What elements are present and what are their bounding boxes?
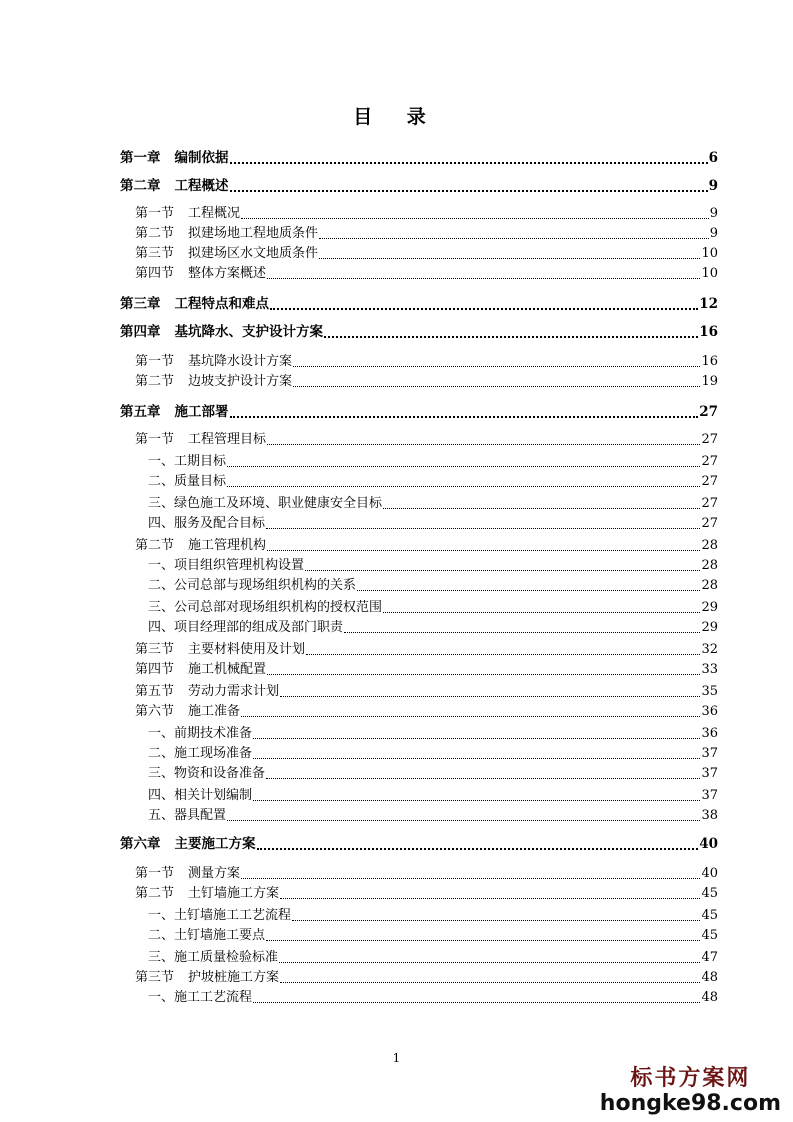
- toc-entry-text: 整体方案概述: [188, 266, 267, 281]
- toc-entry-item[interactable]: [148, 472, 718, 492]
- dot-leader: [241, 864, 700, 879]
- toc-entry-item[interactable]: [148, 576, 718, 596]
- dot-leader: [305, 556, 700, 571]
- toc-entry-page: 45: [701, 886, 718, 901]
- toc-entry-page: 29: [701, 620, 718, 635]
- toc-entry-page: 29: [701, 600, 718, 615]
- watermark-url: hongke98.com: [599, 1091, 781, 1116]
- toc-entry-number: 第五节: [135, 684, 175, 699]
- toc-entry-label: [135, 430, 266, 450]
- toc-entry-label: [120, 834, 256, 854]
- toc-entry-label: [135, 702, 240, 722]
- dot-leader: [227, 472, 700, 487]
- toc-entry-item[interactable]: [148, 452, 718, 472]
- dot-leader: [383, 598, 700, 613]
- toc-entry-item[interactable]: [148, 514, 718, 534]
- toc-entry-text: 一、施工工艺流程: [148, 990, 253, 1005]
- toc-entry-page: 35: [701, 684, 718, 699]
- toc-entry-item[interactable]: [148, 948, 718, 968]
- toc-entry-label: [120, 322, 323, 342]
- toc-entry-label: [148, 764, 265, 784]
- toc-entry-page: 27: [701, 454, 718, 469]
- toc-entry-label: [120, 402, 229, 422]
- dot-leader: [267, 536, 700, 551]
- toc-entry-page: 28: [701, 578, 718, 593]
- watermark-name: 标书方案网: [630, 1066, 751, 1091]
- page-number: 1: [392, 1051, 401, 1065]
- dot-leader: [253, 988, 700, 1003]
- toc-entry-label: [148, 724, 252, 744]
- toc-entry-page: 6: [708, 150, 718, 166]
- toc-entry-number: 第五章: [120, 404, 161, 420]
- dot-leader: [267, 430, 700, 445]
- toc-entry-page: 27: [699, 404, 718, 420]
- toc-entry-number: 第一章: [120, 150, 161, 166]
- toc-entry-text: 一、项目组织管理机构设置: [148, 558, 305, 573]
- toc-entry-section[interactable]: [135, 352, 718, 372]
- toc-entry-item[interactable]: [148, 494, 718, 514]
- toc-entry-section[interactable]: [135, 372, 718, 392]
- dot-leader: [230, 176, 708, 192]
- toc-entry-label: [148, 786, 252, 806]
- toc-entry-section[interactable]: [135, 244, 718, 264]
- toc-entry-page: 28: [701, 538, 718, 553]
- toc-entry-text: 工程管理目标: [188, 432, 267, 447]
- toc-entry-label: [135, 660, 266, 680]
- dot-leader: [270, 294, 698, 310]
- toc-entry-chapter[interactable]: [120, 402, 718, 422]
- toc-entry-number: 第二节: [135, 538, 175, 553]
- dot-leader: [266, 514, 700, 529]
- toc-entry-item[interactable]: [148, 906, 718, 926]
- toc-entry-label: [148, 806, 226, 826]
- toc-entry-page: 48: [701, 970, 718, 985]
- toc-title: 目 录: [353, 106, 440, 128]
- dot-leader: [357, 576, 700, 591]
- toc-entry-chapter[interactable]: [120, 148, 718, 168]
- watermark-logo: [600, 1066, 781, 1116]
- toc-entry-number: 第一节: [135, 432, 175, 447]
- toc-entry-section[interactable]: [135, 968, 718, 988]
- dot-leader: [293, 352, 700, 367]
- toc-entry-number: 第一节: [135, 354, 175, 369]
- toc-entry-text: 三、物资和设备准备: [148, 766, 266, 781]
- toc-entry-text: 编制依据: [174, 150, 229, 166]
- toc-entry-text: 一、工期目标: [148, 454, 227, 469]
- dot-leader: [279, 948, 700, 963]
- toc-entry-label: [135, 224, 318, 244]
- toc-entry-text: 土钉墙施工方案: [188, 886, 280, 901]
- toc-entry-number: 第三节: [135, 970, 175, 985]
- toc-entry-item[interactable]: [148, 926, 718, 946]
- toc-entry-section[interactable]: [135, 224, 718, 244]
- toc-entry-text: 护坡桩施工方案: [188, 970, 280, 985]
- toc-entry-item[interactable]: [148, 988, 718, 1008]
- toc-entry-text: 基坑降水、支护设计方案: [174, 324, 323, 340]
- toc-entry-text: 测量方案: [188, 866, 241, 881]
- toc-entry-page: 16: [699, 324, 718, 340]
- dot-leader: [319, 224, 709, 239]
- toc-entry-text: 主要施工方案: [174, 836, 256, 852]
- dot-leader: [241, 204, 709, 219]
- toc-entry-section[interactable]: [135, 884, 718, 904]
- toc-entry-label: [135, 352, 292, 372]
- toc-entry-label: [148, 948, 278, 968]
- toc-entry-section[interactable]: [135, 660, 718, 680]
- toc-entry-number: 第四章: [120, 324, 161, 340]
- toc-entry-label: [120, 148, 229, 168]
- dot-leader: [280, 884, 700, 899]
- toc-entry-chapter[interactable]: [120, 322, 718, 342]
- toc-entry-text: 拟建场地工程地质条件: [188, 226, 319, 241]
- toc-entry-page: 19: [701, 374, 718, 389]
- toc-entry-label: [135, 536, 266, 556]
- toc-entry-number: 第六节: [135, 704, 175, 719]
- toc-entry-page: 12: [699, 296, 718, 312]
- toc-entry-label: [148, 494, 382, 514]
- dot-leader: [383, 494, 700, 509]
- toc-entry-text: 三、施工质量检验标准: [148, 950, 279, 965]
- dot-leader: [266, 926, 700, 941]
- toc-entry-text: 施工管理机构: [188, 538, 267, 553]
- toc-entry-page: 27: [701, 474, 718, 489]
- toc-entry-text: 三、公司总部对现场组织机构的授权范围: [148, 600, 383, 615]
- toc-entry-chapter[interactable]: [120, 834, 718, 854]
- toc-entry-number: 第六章: [120, 836, 161, 852]
- toc-entry-number: 第三节: [135, 246, 175, 261]
- toc-entry-page: 27: [701, 496, 718, 511]
- toc-entry-label: [120, 176, 229, 196]
- toc-entry-text: 拟建场区水文地质条件: [188, 246, 319, 261]
- toc-entry-section[interactable]: [135, 702, 718, 722]
- toc-entry-text: 工程概述: [174, 178, 229, 194]
- toc-entry-text: 劳动力需求计划: [188, 684, 280, 699]
- dot-leader: [344, 618, 700, 633]
- toc-entry-text: 四、相关计划编制: [148, 788, 253, 803]
- toc-entry-page: 48: [701, 990, 718, 1005]
- dot-leader: [257, 834, 699, 850]
- dot-leader: [230, 148, 708, 164]
- toc-entry-number: 第四节: [135, 662, 175, 677]
- toc-entry-section[interactable]: [135, 682, 718, 702]
- toc-entry-label: [135, 682, 279, 702]
- toc-entry-label: [148, 472, 226, 492]
- toc-entry-page: 28: [701, 558, 718, 573]
- toc-entry-page: 37: [701, 788, 718, 803]
- toc-entry-label: [135, 372, 292, 392]
- toc-entry-text: 四、项目经理部的组成及部门职责: [148, 620, 344, 635]
- toc-entry-label: [148, 988, 252, 1008]
- dot-leader: [280, 682, 700, 697]
- toc-entry-page: 47: [701, 950, 718, 965]
- toc-entry-number: 第三章: [120, 296, 161, 312]
- toc-entry-text: 工程特点和难点: [174, 296, 269, 312]
- toc-entry-page: 37: [701, 766, 718, 781]
- toc-entry-item[interactable]: [148, 786, 718, 806]
- toc-entry-label: [148, 744, 252, 764]
- toc-entry-page: 40: [701, 866, 718, 881]
- toc-entry-label: [148, 618, 343, 638]
- toc-entry-item[interactable]: [148, 806, 718, 826]
- toc-entry-page: 33: [701, 662, 718, 677]
- dot-leader: [230, 402, 699, 418]
- dot-leader: [292, 906, 700, 921]
- dot-leader: [227, 806, 700, 821]
- toc-entry-page: 38: [701, 808, 718, 823]
- toc-entry-chapter[interactable]: [120, 294, 718, 314]
- toc-entry-text: 二、公司总部与现场组织机构的关系: [148, 578, 357, 593]
- toc-entry-number: 第四节: [135, 266, 175, 281]
- toc-entry-page: 45: [701, 928, 718, 943]
- toc-entry-label: [135, 204, 240, 224]
- toc-entry-item[interactable]: [148, 556, 718, 576]
- toc-entry-text: 施工机械配置: [188, 662, 267, 677]
- toc-entry-page: 36: [701, 704, 718, 719]
- toc-entry-item[interactable]: [148, 618, 718, 638]
- toc-entry-label: [135, 640, 305, 660]
- toc-entry-number: 第一节: [135, 206, 175, 221]
- toc-entry-label: [135, 864, 240, 884]
- dot-leader: [267, 264, 700, 279]
- toc-entry-number: 第一节: [135, 866, 175, 881]
- toc-entry-text: 基坑降水设计方案: [188, 354, 293, 369]
- toc-entry-label: [148, 576, 356, 596]
- toc-entry-text: 工程概况: [188, 206, 241, 221]
- toc-entry-text: 四、服务及配合目标: [148, 516, 266, 531]
- toc-entry-text: 一、土钉墙施工工艺流程: [148, 908, 292, 923]
- dot-leader: [253, 744, 700, 759]
- toc-entry-page: 36: [701, 726, 718, 741]
- toc-entry-page: 9: [709, 206, 718, 221]
- toc-entry-page: 9: [708, 178, 718, 194]
- toc-entry-text: 一、前期技术准备: [148, 726, 253, 741]
- toc-entry-section[interactable]: [135, 864, 718, 884]
- toc-entry-text: 主要材料使用及计划: [188, 642, 306, 657]
- toc-entry-item[interactable]: [148, 724, 718, 744]
- toc-entry-label: [135, 244, 318, 264]
- toc-entry-page: 37: [701, 746, 718, 761]
- toc-entry-text: 三、绿色施工及环境、职业健康安全目标: [148, 496, 383, 511]
- toc-entry-label: [148, 452, 226, 472]
- toc-entry-label: [148, 598, 382, 618]
- toc-entry-number: 第二节: [135, 226, 175, 241]
- toc-entry-page: 10: [701, 246, 718, 261]
- toc-entry-text: 施工准备: [188, 704, 241, 719]
- toc-entry-page: 10: [701, 266, 718, 281]
- toc-entry-item[interactable]: [148, 598, 718, 618]
- toc-entry-section[interactable]: [135, 264, 718, 284]
- toc-entry-section[interactable]: [135, 536, 718, 556]
- toc-entry-text: 边坡支护设计方案: [188, 374, 293, 389]
- toc-entry-page: 9: [709, 226, 718, 241]
- toc-entry-number: 第二节: [135, 886, 175, 901]
- toc-entry-label: [135, 968, 279, 988]
- dot-leader: [306, 640, 700, 655]
- toc-entry-label: [135, 884, 279, 904]
- toc-entry-label: [148, 556, 304, 576]
- toc-entry-page: 40: [699, 836, 718, 852]
- toc-entry-item[interactable]: [148, 764, 718, 784]
- toc-entry-label: [120, 294, 269, 314]
- toc-entry-number: 第二节: [135, 374, 175, 389]
- toc-entry-section[interactable]: [135, 430, 718, 450]
- toc-entry-label: [148, 926, 265, 946]
- dot-leader: [319, 244, 700, 259]
- toc-entry-label: [148, 906, 291, 926]
- dot-leader: [253, 786, 700, 801]
- toc-entry-section[interactable]: [135, 640, 718, 660]
- toc-entry-text: 二、土钉墙施工要点: [148, 928, 266, 943]
- toc-entry-label: [148, 514, 265, 534]
- dot-leader: [227, 452, 700, 467]
- toc-entry-page: 16: [701, 354, 718, 369]
- toc-entry-text: 二、施工现场准备: [148, 746, 253, 761]
- toc-entry-page: 27: [701, 432, 718, 447]
- dot-leader: [324, 322, 698, 338]
- toc-entry-section[interactable]: [135, 204, 718, 224]
- dot-leader: [293, 372, 700, 387]
- toc-entry-number: 第二章: [120, 178, 161, 194]
- toc-entry-label: [135, 264, 266, 284]
- toc-entry-text: 二、质量目标: [148, 474, 227, 489]
- dot-leader: [266, 764, 700, 779]
- dot-leader: [241, 702, 700, 717]
- toc-entry-page: 27: [701, 516, 718, 531]
- dot-leader: [253, 724, 700, 739]
- toc-entry-chapter[interactable]: [120, 176, 718, 196]
- dot-leader: [280, 968, 700, 983]
- dot-leader: [267, 660, 700, 675]
- toc-entry-text: 施工部署: [174, 404, 229, 420]
- toc-entry-page: 45: [701, 908, 718, 923]
- toc-entry-text: 五、器具配置: [148, 808, 227, 823]
- toc-entry-item[interactable]: [148, 744, 718, 764]
- toc-entry-page: 32: [701, 642, 718, 657]
- toc-entry-number: 第三节: [135, 642, 175, 657]
